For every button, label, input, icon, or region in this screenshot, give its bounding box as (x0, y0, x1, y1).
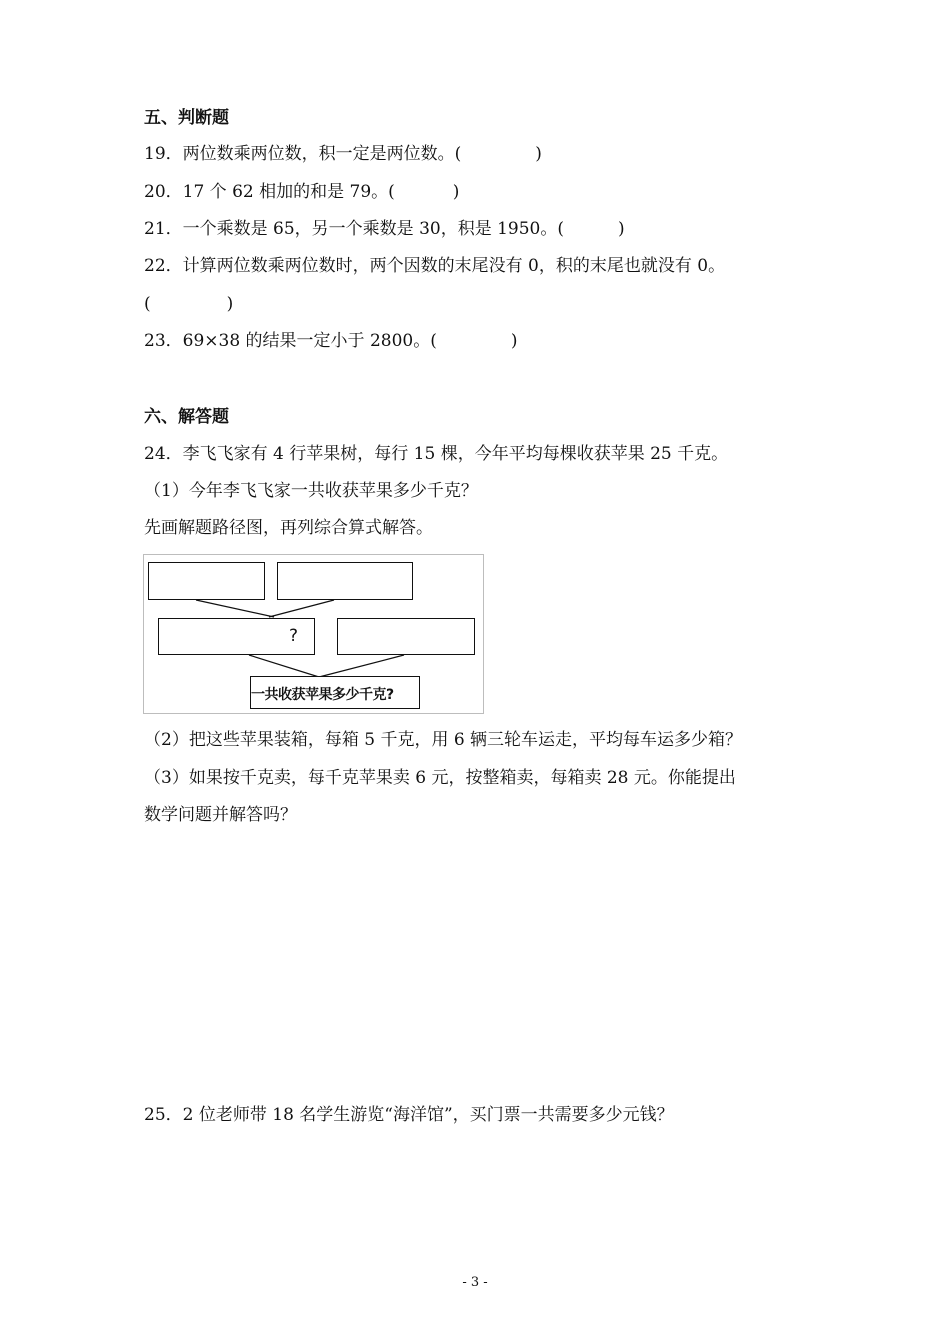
section-5-heading: 五、判断题 (144, 108, 229, 128)
solution-path-diagram (143, 554, 484, 714)
question-24-part-3-line-2: 数学问题并解答吗？ (144, 805, 297, 825)
question-24: 24．李飞飞家有 4 行苹果树，每行 15 棵，今年平均每棵收获苹果 25 千克。 (144, 444, 729, 464)
question-22-answer (144, 293, 233, 315)
diagram-box-bottom (250, 676, 420, 709)
page-number: - 3 - (462, 1275, 488, 1290)
question-19 (144, 143, 542, 165)
question-20-close: ) (452, 182, 460, 202)
question-24-instruction: 先画解题路径图，再列综合算式解答。 (144, 518, 433, 538)
question-23-text: 23．69×38 的结果一定小于 2800。( (144, 331, 437, 351)
question-19-text: 19．两位数乘两位数，积一定是两位数。( (144, 144, 462, 164)
diagram-bottom-label: 一共收获苹果多少千克? (251, 687, 394, 703)
question-23 (144, 330, 517, 352)
question-20 (144, 181, 459, 203)
question-19-close: ) (535, 144, 542, 164)
question-22-open: ( (144, 294, 151, 314)
diagram-question-mark: ? (289, 626, 299, 646)
question-22: 22．计算两位数乘两位数时，两个因数的末尾没有 0，积的末尾也就没有 0。 (144, 256, 726, 276)
diagram-box-middle-right (337, 618, 475, 655)
diagram-box-top-left (148, 562, 265, 600)
diagram-box-top-right (277, 562, 413, 600)
question-21-text: 21．一个乘数是 65，另一个乘数是 30，积是 1950。( (144, 219, 565, 239)
question-24-part-1: （1）今年李飞飞家一共收获苹果多少千克？ (144, 481, 478, 501)
question-21 (144, 218, 625, 240)
question-25: 25．2 位老师带 18 名学生游览“海洋馆”，买门票一共需要多少元钱？ (144, 1105, 674, 1125)
section-6-heading: 六、解答题 (144, 407, 229, 427)
question-21-close: ) (618, 219, 625, 239)
question-24-part-2: （2）把这些苹果装箱，每箱 5 千克，用 6 辆三轮车运走，平均每车运多少箱？ (144, 730, 743, 750)
diagram-box-middle-left (158, 618, 315, 655)
question-20-text: 20．17 个 62 相加的和是 79。( (144, 182, 395, 202)
question-23-close: ) (510, 331, 518, 351)
question-22-close: ) (226, 294, 234, 314)
question-24-part-3-line-1: （3）如果按千克卖，每千克苹果卖 6 元，按整箱卖，每箱卖 28 元。你能提出 (144, 768, 736, 788)
